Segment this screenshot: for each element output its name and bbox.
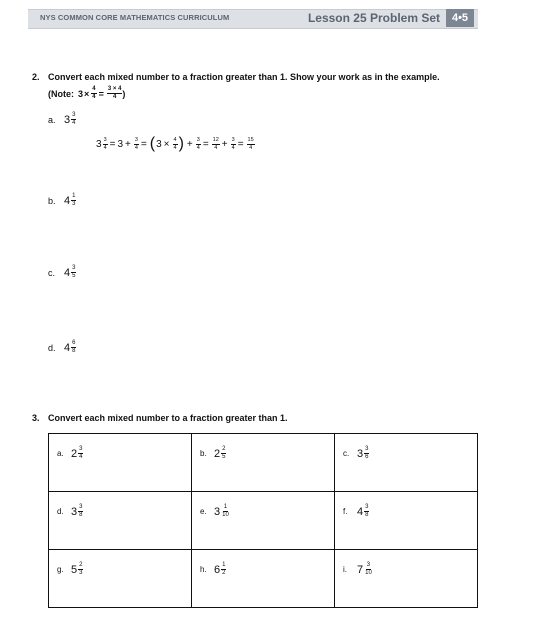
fraction xyxy=(364,562,373,577)
denominator: 4 xyxy=(103,144,107,151)
numerator: 1 xyxy=(223,504,228,510)
numerator: 12 xyxy=(212,137,219,143)
mixed-number xyxy=(71,504,83,519)
note-label: (Note: xyxy=(48,88,74,99)
numerator: 3 xyxy=(365,446,369,452)
denominator: 5 xyxy=(222,454,226,460)
numerator: 3 xyxy=(103,137,107,143)
ex-plus-3: + xyxy=(221,138,228,150)
ex-open-paren: ( xyxy=(149,135,156,152)
whole-part: 3 xyxy=(71,505,78,518)
denominator: 10 xyxy=(222,512,229,518)
denominator: 8 xyxy=(79,512,83,518)
problem-3-instruction xyxy=(32,413,288,423)
mixed-number xyxy=(214,504,230,519)
ex-frac-2 xyxy=(134,137,139,151)
ex-frac-6 xyxy=(231,137,236,151)
grade-badge: 4•5 xyxy=(446,9,474,27)
numerator: 2 xyxy=(222,446,226,452)
problem-3-table xyxy=(48,433,478,608)
fraction xyxy=(364,446,369,461)
denominator: 6 xyxy=(365,454,369,460)
mixed-number xyxy=(357,504,369,519)
ex-equals-2: = xyxy=(140,138,147,150)
curriculum-title: NYS COMMON CORE MATHEMATICS CURRICULUM xyxy=(40,13,230,22)
whole-part: 7 xyxy=(357,563,364,576)
mixed-number xyxy=(64,193,76,208)
denominator: 4 xyxy=(249,144,253,151)
fraction xyxy=(71,265,76,280)
ex-plus-1: + xyxy=(125,138,131,150)
note-close: ) xyxy=(122,88,126,99)
numerator: 15 xyxy=(247,137,254,143)
ex-frac-1 xyxy=(103,137,108,151)
problem-3-number: 3. xyxy=(32,413,40,423)
numerator: 6 xyxy=(72,340,76,346)
problem-2-note xyxy=(48,86,125,101)
problem-3-text: Convert each mixed number to a fraction greater than 1. xyxy=(48,413,288,423)
denominator: 4 xyxy=(72,120,76,126)
note-result-fraction xyxy=(107,86,126,101)
mixed-number xyxy=(214,446,226,461)
whole-part: 4 xyxy=(64,341,71,354)
whole-part: 2 xyxy=(214,447,221,460)
fraction xyxy=(78,504,83,519)
item-letter: c. xyxy=(48,267,56,278)
item-letter: b. xyxy=(48,195,56,206)
ex-frac-4 xyxy=(196,137,201,151)
ex-equals-1: = xyxy=(109,138,116,150)
mixed-number xyxy=(71,446,83,461)
whole-part: 6 xyxy=(214,563,221,576)
numerator: 1 xyxy=(222,562,226,568)
fraction xyxy=(364,504,369,519)
numerator: 1 xyxy=(72,193,76,199)
table-cell-d xyxy=(49,492,192,550)
note-fraction xyxy=(91,86,96,101)
problem-2-item-d xyxy=(48,340,76,355)
numerator: 3 xyxy=(72,265,76,271)
note-equals: = xyxy=(98,88,104,99)
denominator: 4 xyxy=(134,144,138,151)
lesson-title: Lesson 25 Problem Set xyxy=(307,11,440,25)
problem-2-item-b xyxy=(48,193,76,208)
numerator: 3 xyxy=(79,504,83,510)
table-cell-e xyxy=(192,492,335,550)
table-cell-i xyxy=(335,550,478,608)
whole-part: 3 xyxy=(357,447,364,460)
denominator: 10 xyxy=(365,570,372,576)
ex-close-paren: ) xyxy=(178,135,184,152)
denominator: 5 xyxy=(72,273,76,279)
item-letter: i. xyxy=(343,565,347,574)
ex-whole-3: 3 xyxy=(156,138,162,150)
table-row xyxy=(49,492,478,550)
mixed-number xyxy=(64,265,76,280)
problem-2-number: 2. xyxy=(32,72,40,82)
item-letter: e. xyxy=(200,507,207,516)
whole-part: 4 xyxy=(64,266,71,279)
whole-part: 5 xyxy=(71,563,78,576)
fraction xyxy=(78,562,83,577)
denominator: 8 xyxy=(72,348,76,354)
item-letter: h. xyxy=(200,565,207,574)
ex-equals-4: = xyxy=(237,138,244,150)
mixed-number xyxy=(71,562,83,577)
whole-part: 4 xyxy=(64,194,71,207)
item-letter: g. xyxy=(57,565,64,574)
table-cell-b xyxy=(192,434,335,492)
fraction xyxy=(71,193,76,208)
item-letter: b. xyxy=(200,449,207,458)
worked-example xyxy=(96,137,255,151)
mixed-number xyxy=(357,446,369,461)
table-cell-f xyxy=(335,492,478,550)
note-times: × xyxy=(84,88,90,99)
ex-frac-7 xyxy=(247,137,255,151)
denominator: 3 xyxy=(72,201,76,207)
header-bar xyxy=(28,9,478,29)
denominator: 4 xyxy=(173,144,177,151)
fraction xyxy=(71,112,76,127)
fraction xyxy=(221,504,230,519)
fraction xyxy=(221,446,226,461)
problem-2-instruction xyxy=(32,72,440,82)
table-cell-h xyxy=(192,550,335,608)
denominator: 8 xyxy=(365,512,369,518)
mixed-number xyxy=(64,340,76,355)
denominator: 2 xyxy=(222,570,226,576)
numerator: 3 xyxy=(79,446,83,452)
numerator: 3 xyxy=(231,137,235,143)
item-letter: c. xyxy=(343,449,350,458)
ex-frac-5 xyxy=(212,137,220,151)
problem-2-item-c xyxy=(48,265,76,280)
table-row xyxy=(49,434,478,492)
table-cell-a xyxy=(49,434,192,492)
mixed-number xyxy=(64,112,76,127)
table-cell-c xyxy=(335,434,478,492)
note-three: 3 xyxy=(78,88,84,99)
whole-part: 3 xyxy=(214,505,221,518)
whole-part: 4 xyxy=(357,505,364,518)
note-result-numerator: 3 × 4 xyxy=(107,86,122,92)
mixed-number xyxy=(357,562,373,577)
denominator: 4 xyxy=(214,144,218,151)
note-result-denominator: 4 xyxy=(112,94,117,100)
denominator: 4 xyxy=(231,144,235,151)
denominator: 3 xyxy=(79,570,83,576)
ex-times: × xyxy=(163,138,170,150)
ex-frac-3 xyxy=(173,137,178,151)
numerator: 3 xyxy=(134,137,138,143)
note-fraction-denominator: 4 xyxy=(92,94,96,100)
ex-plus-2: + xyxy=(186,138,193,150)
whole-part: 3 xyxy=(64,113,71,126)
fraction xyxy=(221,562,226,577)
numerator: 2 xyxy=(79,562,83,568)
mixed-number xyxy=(214,562,226,577)
ex-equals-3: = xyxy=(202,138,209,150)
table-cell-g xyxy=(49,550,192,608)
numerator: 4 xyxy=(173,137,177,143)
ex-whole-2: 3 xyxy=(117,138,124,150)
table-row xyxy=(49,550,478,608)
item-letter: d. xyxy=(57,507,64,516)
denominator: 4 xyxy=(196,144,200,151)
item-letter: f. xyxy=(343,507,348,516)
whole-part: 2 xyxy=(71,447,78,460)
ex-whole-1: 3 xyxy=(96,138,102,150)
fraction xyxy=(71,340,76,355)
item-letter: a. xyxy=(48,114,56,125)
item-letter: d. xyxy=(48,342,56,353)
denominator: 4 xyxy=(79,454,83,460)
numerator: 3 xyxy=(72,112,76,118)
numerator: 3 xyxy=(366,562,371,568)
numerator: 3 xyxy=(196,137,200,143)
numerator: 3 xyxy=(365,504,369,510)
fraction xyxy=(78,446,83,461)
item-letter: a. xyxy=(57,449,64,458)
problem-2-item-a xyxy=(48,112,76,127)
problem-2-text: Convert each mixed number to a fraction greater than 1. Show your work as in the example. xyxy=(48,72,440,82)
note-fraction-numerator: 4 xyxy=(92,86,96,92)
